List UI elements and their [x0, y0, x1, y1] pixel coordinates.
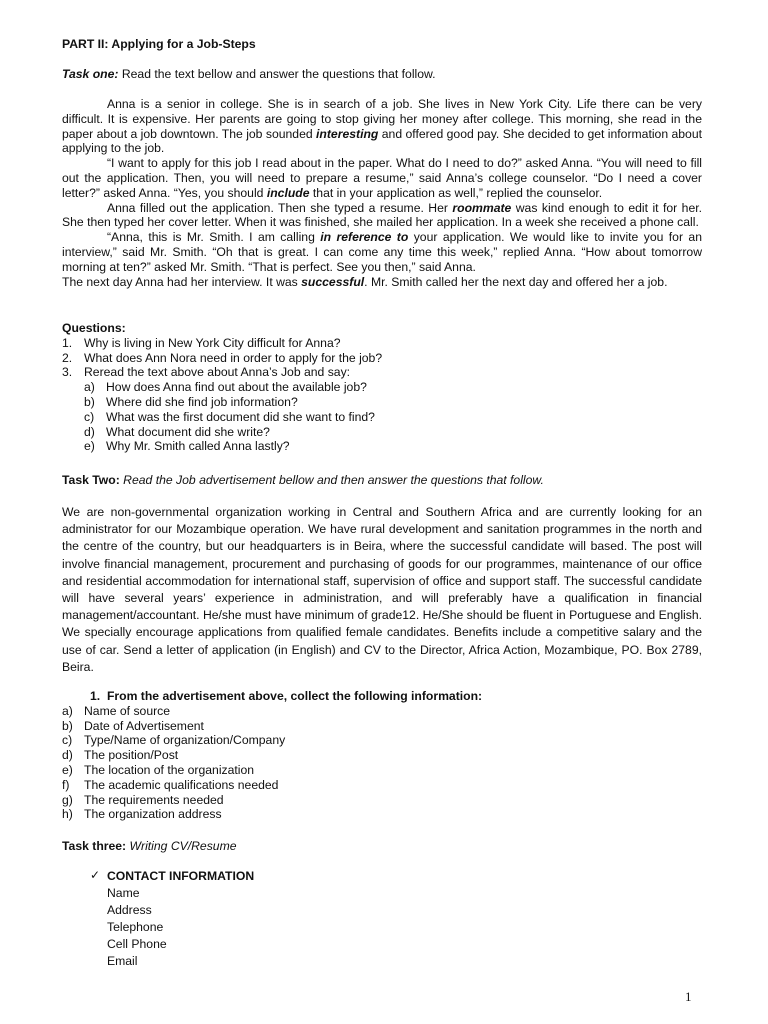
questions-section [62, 321, 702, 454]
sub-question-item: c) What was the first document did she want to find? [84, 409, 375, 424]
collect-item: f) The academic qualifications needed [62, 777, 279, 792]
collect-list [62, 704, 702, 822]
story-paragraph-3: Anna filled out the application. Then she typed a resume. Her roommate was kind enough to edit it for her. She then typed her cover letter. When it was finished, she mailed her application. In a week she received a phone call. [62, 200, 702, 230]
story-paragraph-2: “I want to apply for this job I read about in the paper. What do I need to do?” asked Anna. “You will need to fill out the application. Then, you will need to prepare a resume,” said Anna’s college counselor. “Do I need a cover letter?” asked Anna. “Yes, you should include that in your application as well,” replied the counselor. [62, 156, 702, 200]
story-paragraph-5: The next day Anna had her interview. It was successful. Mr. Smith called her the next day and offered her a job. [62, 274, 668, 289]
page-number: 1 [685, 989, 692, 1004]
task-three-label: Task three: [62, 839, 127, 853]
contact-field: Name [107, 886, 140, 900]
collect-item: d) The position/Post [62, 748, 179, 763]
sub-questions-list [84, 380, 702, 454]
contact-field: Telephone [107, 920, 164, 934]
collect-item: a) Name of source [62, 703, 171, 718]
story-paragraph-4: “Anna, this is Mr. Smith. I am calling in reference to your application. We would like to invite you for an interview,” said Mr. Smith. “Oh that is great. I can come any time this week,” replied Anna. “How about tomorrow morning at ten?” asked Mr. Smith. “That is perfect. See you then,” said Anna. [62, 230, 702, 274]
sub-question-item: b) Where did she find job information? [84, 394, 298, 409]
questions-list [62, 336, 702, 380]
question-item: 3. Reread the text above about Anna’s Job and say: [62, 365, 351, 380]
task-one-label: Task one: [62, 67, 119, 81]
question-item: 1. Why is living in New York City difficult for Anna? [62, 335, 341, 350]
task-two-instruction: Task Two: Read the Job advertisement bellow and then answer the questions that follow. [62, 473, 544, 487]
collect-section [62, 689, 702, 822]
contact-title: CONTACT INFORMATION [107, 869, 255, 883]
question-item: 2. What does Ann Nora need in order to apply for the job? [62, 350, 383, 365]
collect-item: e) The location of the organization [62, 762, 255, 777]
page-heading: PART II: Applying for a Job-Steps [62, 37, 256, 51]
sub-question-item: d) What document did she write? [84, 424, 270, 439]
questions-title: Questions: [62, 321, 126, 335]
collect-title: 1. From the advertisement above, collect the following information: [90, 689, 483, 703]
task-one-instruction: Task one: Read the text bellow and answer the questions that follow. [62, 67, 436, 81]
contact-field: Email [107, 954, 138, 968]
contact-field: Cell Phone [107, 937, 167, 951]
collect-item: c) Type/Name of organization/Company [62, 733, 286, 748]
sub-question-item: a) How does Anna find out about the available job? [84, 380, 367, 395]
task-three-instruction: Task three: Writing CV/Resume [62, 839, 237, 853]
story-paragraph-1: Anna is a senior in college. She is in search of a job. She lives in New York City. Life there can be very difficult. It is expensive. Her parents are going to stop giving her money after college. This morning, she read in the paper about a job downtown. The job sounded interesting and offered good pay. She decided to get information about applying to the job. [62, 97, 702, 156]
task-two-label: Task Two: [62, 473, 120, 487]
collect-item: h) The organization address [62, 807, 222, 822]
contact-field: Address [107, 903, 152, 917]
collect-item: g) The requirements needed [62, 792, 224, 807]
collect-item: b) Date of Advertisement [62, 718, 204, 733]
sub-question-item: e) Why Mr. Smith called Anna lastly? [84, 439, 290, 454]
story-text [62, 97, 702, 289]
checkmark-icon: ✓ [90, 868, 101, 882]
job-advertisement: We are non-governmental organization working in Central and Southern Africa and are currently looking for an administrator for our Mozambique operation. We have rural development and sanitation programmes in the north and the centre of the country, but our headquarters is in Beira, where the successful candidate will based. The post will involve financial management, procurement and purchasing of goods for our programmes, maintenance of our office and residential accommodation for international staff, supervision of office and support staff. The successful candidate will have several years’ experience in administration, and will preferably have a qualification in financial management/accountant. He/she must have minimum of grade12. He/She should be fluent in Portuguese and English. We specially encourage applications from qualified female candidates. Benefits include a competitive salary and the use of car. Send a letter of application (in English) and CV to the Director, Africa Action, Mozambique, PO. Box 2789, Beira. [62, 505, 702, 674]
contact-information [107, 868, 254, 970]
